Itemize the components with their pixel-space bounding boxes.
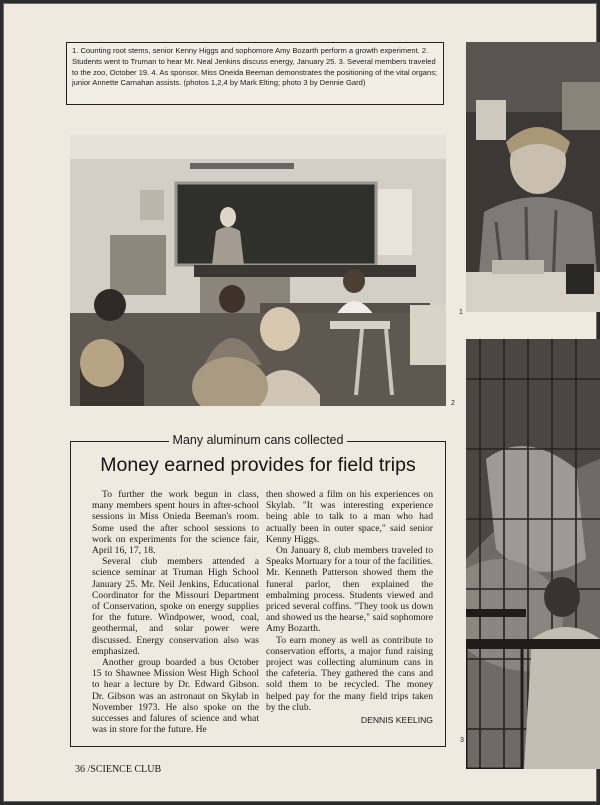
article-kicker: Many aluminum cans collected [71, 433, 445, 447]
article-box [70, 433, 446, 747]
article-paragraph: To earn money as well as contribute to conservation efforts, a major fund raising project was collecting aluminum cans in the cafeteria. They gathered the cans and sold them to be recycled. The money helped pay for the many field trips taken by the club. [266, 634, 433, 713]
photo-students-experiment [466, 42, 600, 312]
article-paragraph: Several club members attended a science seminar at Truman High School January 25. Mr. Neil Jenkins, Educational Coordinator for the Missouri Department of Conservation, spoke on energy supplies for the future. Windpower, wood, coal, geothermal, and solar power were discussed. Energy conservation also was emphasized. [92, 556, 259, 657]
article-byline: DENNIS KEELING [360, 715, 433, 726]
article-paragraph: On January 8, club members traveled to Speaks Mortuary for a tour of the facilities. Mr. Kenneth Patterson showed them the funeral parlor, then explained the embalming process. Students viewed and priced several coffins. "They took us down and showed us the hearse," said sophomore Amy Bozarth. [266, 545, 433, 635]
photo-number: 3 [460, 737, 464, 744]
article-headline: Money earned provides for field trips [100, 454, 416, 476]
article-column-right [266, 489, 433, 726]
photo-caption: 1. Counting root stems, senior Kenny Higgs and sophomore Amy Bozarth perform a growth experiment. 2. Students went to Truman to hear Mr. Neal Jenkins discuss energy, January 25. 3. Several members traveled to the zoo, October 19. 4. As sponsor, Miss Oneida Beeman demonstrates the positioning of the vital organs; junior Annette Carnahan assists. (photos 1,2,4 by Mark Elting; photo 3 by Dennie Gard) [66, 42, 444, 105]
article-paragraph: then showed a film on his experiences on Skylab. "It was interesting experience being able to talk to a man who had actually been in outer space," said senior Kenny Higgs. [266, 489, 433, 545]
article-paragraph: Another group boarded a bus October 15 to Shawnee Mission West High School to hear a lecture by Dr. Edward Gibson. Dr. Gibson was an astronaut on Skylab in November 1973. He also spoke on the successes and falures of science and what was in store for the future. He [92, 657, 259, 736]
page-folio: 36 /SCIENCE CLUB [75, 764, 162, 775]
yearbook-page [3, 3, 597, 802]
photo-zoo-visit [466, 339, 600, 769]
photo-number: 2 [451, 400, 455, 407]
photo-classroom-lecture [70, 135, 446, 406]
article-column-left [92, 489, 259, 735]
article-paragraph: To further the work begun in class, many members spent hours in after-school sessions in Miss Onieda Beeman's room. Some used the after school sessions to work on experiments for the science fair, April 16, 17, 18. [92, 489, 259, 557]
photo-number: 1 [459, 309, 463, 316]
